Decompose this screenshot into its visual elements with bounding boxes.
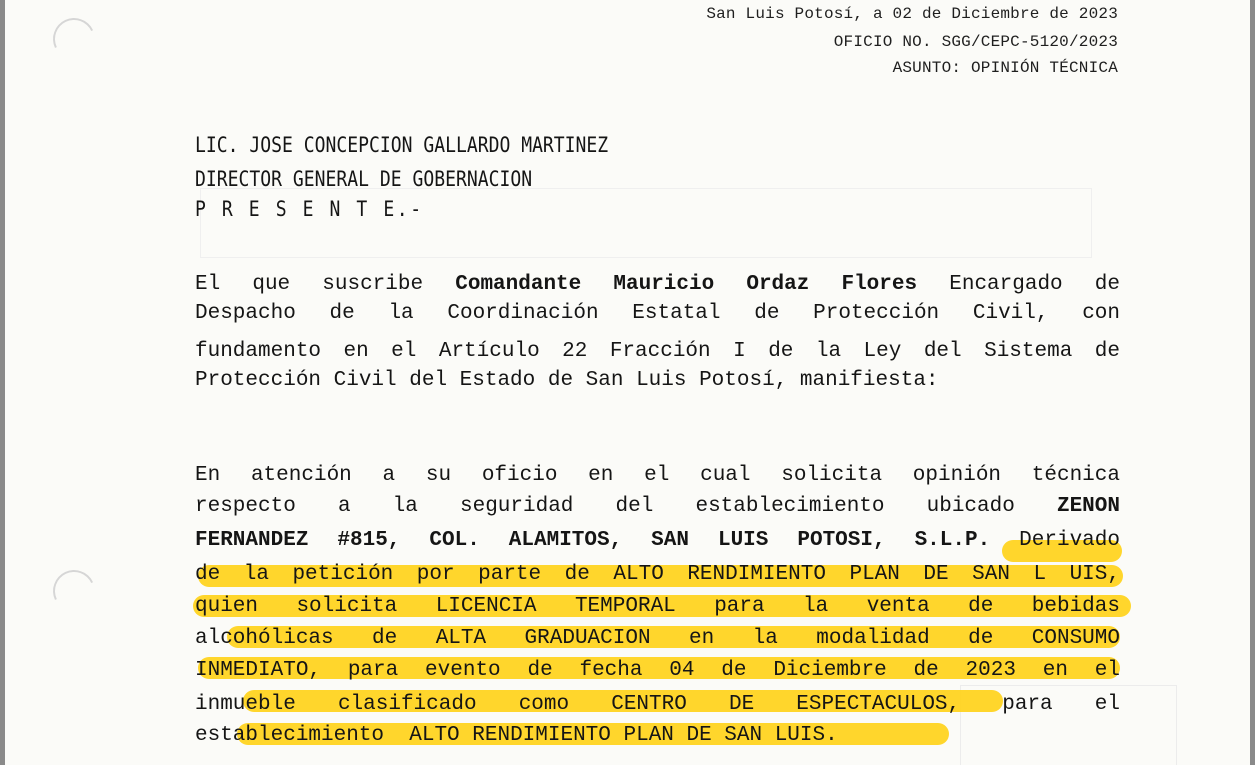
punch-hole-top <box>47 12 101 66</box>
para1-line: fundamento en el Artículo 22 Fracción I de la Ley del Sistema de <box>195 340 1120 363</box>
para2-line: respecto a la seguridad del establecimiento ubicado ZENON <box>195 495 1120 518</box>
para1-line: El que suscribe Comandante Mauricio Ordaz Flores Encargado de <box>195 273 1120 296</box>
place-date: San Luis Potosí, a 02 de Diciembre de 2023 <box>706 5 1118 23</box>
punch-hole-bottom <box>47 564 101 618</box>
para2-line: inmueble clasificado como CENTRO DE ESPECTACULOS, para el <box>195 693 1120 716</box>
para2-line: quien solicita LICENCIA TEMPORAL para la venta de bebidas <box>195 595 1120 618</box>
oficio-number: OFICIO NO. SGG/CEPC-5120/2023 <box>833 33 1118 51</box>
para2-line: alcohólicas de ALTA GRADUACION en la modalidad de CONSUMO <box>195 627 1120 650</box>
para2-line: de la petición por parte de ALTO RENDIMIENTO PLAN DE SAN L UIS, <box>195 563 1120 586</box>
para2-line: En atención a su oficio en el cual solicita opinión técnica <box>195 464 1120 487</box>
para2-line: INMEDIATO, para evento de fecha 04 de Diciembre de 2023 en el <box>195 659 1120 682</box>
asunto: ASUNTO: OPINIÓN TÉCNICA <box>892 59 1118 77</box>
addressee-title: DIRECTOR GENERAL DE GOBERNACION <box>195 167 533 191</box>
addressee-name: LIC. JOSE CONCEPCION GALLARDO MARTINEZ <box>195 133 609 157</box>
para1-line: Despacho de la Coordinación Estatal de Protección Civil, con <box>195 302 1120 325</box>
para2-line: FERNANDEZ #815, COL. ALAMITOS, SAN LUIS POTOSI, S.L.P. Derivado <box>195 529 1120 552</box>
presente: P R E S E N T E.- <box>195 197 424 221</box>
para2-line: establecimiento ALTO RENDIMIENTO PLAN DE SAN LUIS. <box>195 724 838 747</box>
document-page <box>5 0 1250 765</box>
para1-line: Protección Civil del Estado de San Luis Potosí, manifiesta: <box>195 369 939 392</box>
